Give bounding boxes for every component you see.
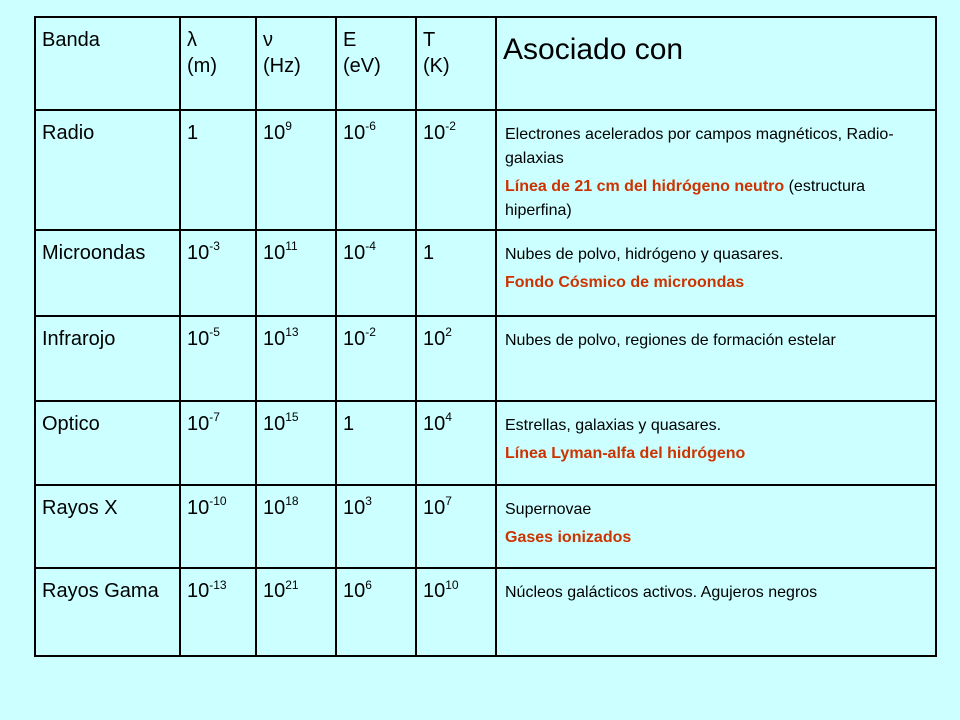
e-exp: -4: [365, 239, 376, 253]
t-exp: -2: [445, 118, 456, 133]
assoc-line-2: [505, 175, 929, 223]
lambda-base: 10: [187, 241, 210, 264]
e-exp: -2: [365, 325, 376, 340]
t-base: 1: [423, 241, 435, 264]
e-cell: [336, 230, 416, 316]
table-row: [35, 568, 936, 656]
t-cell: [416, 485, 496, 568]
header-e: [336, 17, 416, 110]
assoc-text: Nubes de polvo, hidrógeno y quasares.: [505, 245, 784, 263]
lambda-base: 10: [187, 580, 210, 603]
nu-exp: 13: [285, 325, 299, 340]
band-name: Radio: [42, 121, 95, 144]
band-cell: [35, 401, 180, 485]
e-cell: [336, 485, 416, 568]
nu-exp: 15: [285, 409, 299, 424]
t-base: 10: [423, 121, 446, 144]
nu-unit: (Hz): [263, 55, 301, 77]
table-row: [35, 485, 936, 568]
nu-base: 10: [263, 412, 286, 435]
e-symbol: E: [343, 29, 357, 51]
t-cell: [416, 401, 496, 485]
lambda-exp: -13: [209, 577, 227, 592]
lambda-exp: -5: [209, 325, 220, 340]
band-name: Rayos Gama: [42, 580, 159, 603]
band-name: Microondas: [42, 241, 146, 264]
t-cell: [416, 230, 496, 316]
nu-cell: [256, 401, 336, 485]
t-base: 10: [423, 328, 446, 351]
nu-base: 10: [263, 121, 286, 144]
e-exp: 3: [365, 494, 372, 509]
t-unit: (K): [423, 55, 450, 77]
lambda-base: 10: [187, 328, 210, 351]
e-base: 10: [343, 328, 366, 351]
nu-base: 10: [263, 241, 286, 264]
e-base: 10: [343, 121, 366, 144]
lambda-base: 10: [187, 412, 210, 435]
lambda-exp: -7: [209, 409, 220, 424]
assoc-highlight: Fondo Cósmico de microondas: [505, 273, 745, 291]
t-cell: [416, 316, 496, 400]
lambda-cell: [180, 401, 256, 485]
e-cell: [336, 110, 416, 230]
assoc-text: Núcleos galácticos activos. Agujeros negros: [505, 584, 818, 602]
e-exp: -6: [365, 118, 376, 133]
band-name: Rayos X: [42, 497, 118, 520]
nu-cell: [256, 230, 336, 316]
lambda-cell: [180, 230, 256, 316]
nu-base: 10: [263, 580, 286, 603]
band-name: Optico: [42, 412, 100, 435]
band-cell: [35, 110, 180, 230]
band-cell: [35, 568, 180, 656]
e-unit: (eV): [343, 55, 381, 77]
table-row: [35, 316, 936, 400]
assoc-text: Supernovae: [505, 501, 592, 519]
t-base: 10: [423, 497, 446, 520]
lambda-exp: -10: [209, 494, 227, 509]
band-cell: [35, 230, 180, 316]
nu-cell: [256, 110, 336, 230]
lambda-base: 1: [187, 121, 199, 144]
t-base: 10: [423, 580, 446, 603]
nu-base: 10: [263, 497, 286, 520]
nu-exp: 9: [285, 118, 292, 133]
header-t: [416, 17, 496, 110]
assoc-cell: [496, 316, 936, 400]
nu-exp: 18: [285, 494, 299, 509]
assoc-highlight: Gases ionizados: [505, 529, 632, 547]
e-base: 10: [343, 580, 366, 603]
lambda-unit: (m): [187, 55, 217, 77]
lambda-cell: [180, 316, 256, 400]
nu-cell: [256, 485, 336, 568]
t-exp: 4: [445, 409, 452, 424]
t-exp: 2: [445, 325, 452, 340]
header-nu: [256, 17, 336, 110]
nu-symbol: ν: [263, 29, 273, 51]
t-exp: 7: [445, 494, 452, 509]
t-base: 10: [423, 412, 446, 435]
e-base: 10: [343, 241, 366, 264]
assoc-highlight: Línea Lyman-alfa del hidrógeno: [505, 444, 746, 462]
assoc-text: Electrones acelerados por campos magnéticos, Radio-galaxias: [505, 125, 894, 167]
t-cell: [416, 568, 496, 656]
spectrum-table: [34, 16, 937, 657]
lambda-symbol: λ: [187, 29, 197, 51]
t-symbol: T: [423, 29, 436, 51]
e-base: 10: [343, 497, 366, 520]
assoc-text: Estrellas, galaxias y quasares.: [505, 416, 722, 434]
band-cell: [35, 316, 180, 400]
assoc-highlight: Línea de 21 cm del hidrógeno neutro: [505, 177, 785, 195]
lambda-cell: [180, 568, 256, 656]
table-row: [35, 110, 936, 230]
assoc-cell: [496, 401, 936, 485]
e-cell: [336, 316, 416, 400]
lambda-cell: [180, 110, 256, 230]
t-cell: [416, 110, 496, 230]
assoc-cell: [496, 110, 936, 230]
e-cell: [336, 401, 416, 485]
table-row: [35, 401, 936, 485]
assoc-cell: [496, 230, 936, 316]
nu-cell: [256, 316, 336, 400]
assoc-cell: [496, 485, 936, 568]
assoc-cell: [496, 568, 936, 656]
assoc-note: (estructura hiperfina): [505, 177, 866, 219]
nu-cell: [256, 568, 336, 656]
nu-exp: 21: [285, 577, 299, 592]
e-exp: 6: [365, 577, 372, 592]
header-asociado-text: Asociado con: [503, 33, 684, 66]
e-base: 1: [343, 412, 355, 435]
lambda-base: 10: [187, 497, 210, 520]
header-banda-text: Banda: [42, 29, 100, 51]
nu-base: 10: [263, 328, 286, 351]
e-cell: [336, 568, 416, 656]
assoc-text: Nubes de polvo, regiones de formación estelar: [505, 332, 836, 350]
header-asociado: [496, 17, 936, 110]
table-row: [35, 230, 936, 316]
band-name: Infrarojo: [42, 328, 116, 351]
lambda-cell: [180, 485, 256, 568]
nu-exp: 11: [285, 239, 298, 253]
t-exp: 10: [445, 577, 459, 592]
header-banda: [35, 17, 180, 110]
lambda-exp: -3: [209, 239, 220, 253]
header-row: [35, 17, 936, 110]
header-lambda: [180, 17, 256, 110]
band-cell: [35, 485, 180, 568]
